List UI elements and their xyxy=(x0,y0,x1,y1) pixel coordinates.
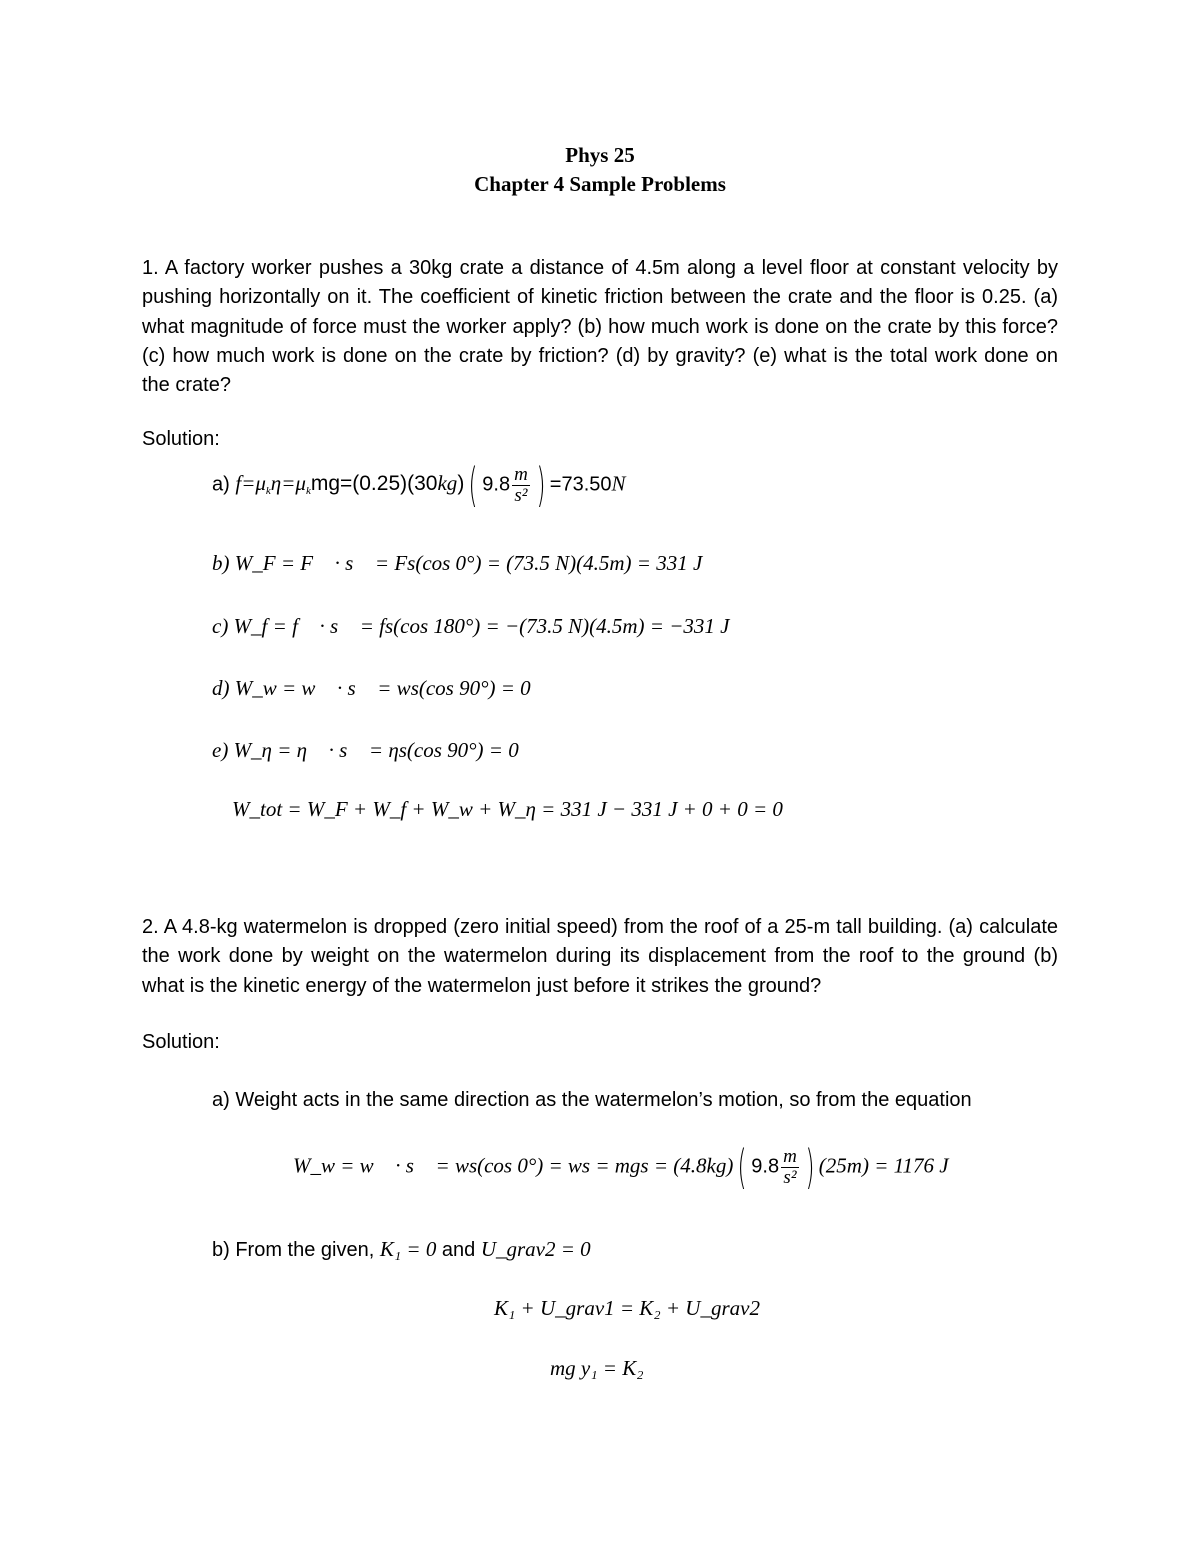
problem-1-solution-label: Solution: xyxy=(142,428,220,450)
equation-2b-result: mg y₁ = K₂ xyxy=(550,1356,644,1380)
problem-2-solution-label: Solution: xyxy=(142,1031,220,1053)
equation-1d: d) W_w = w⃗ · s⃗ = ws(cos 90°) = 0 xyxy=(212,676,531,700)
equation-2a: W_w = w⃗ · s⃗ = ws(cos 0°) = ws = mgs = (4.8kg)( 9.8 $\frac{m}{\text{s²}}$ ) (25m) = 1176 J xyxy=(293,1140,949,1194)
problem-1-text: 1. A factory worker pushes a 30kg crate a distance of 4.5m along a level floor at constant velocity by pushing horizontally on it. The coefficient of kinetic friction between the crate and the floor is 0.25. (a) what magnitude of force must the worker apply? (b) how much work is done on the crate by this force? (c) how much work is done on the crate by friction? (d) by gravity? (e) what is the total work done on the crate? xyxy=(142,257,1058,397)
equation-1-total: W_tot = W_F + W_f + W_w + W_η = 331 J − 331 J + 0 + 0 = 0 xyxy=(232,797,783,821)
problem-2a-text: a) Weight acts in the same direction as the watermelon’s motion, so from the equation xyxy=(212,1089,972,1111)
course-title: Phys 25 xyxy=(565,143,635,167)
chapter-title: Chapter 4 Sample Problems xyxy=(474,172,726,196)
equation-2b-energy: K₁ + U_grav1 = K₂ + U_grav2 xyxy=(494,1296,760,1320)
equation-1b: b) W_F = F⃗ · s⃗ = Fs(cos 0°) = (73.5 N)(4.5m) = 331 J xyxy=(212,551,703,575)
problem-2-text: 2. A 4.8-kg watermelon is dropped (zero initial speed) from the roof of a 25-m tall building. (a) calculate the work done by weight on the watermelon during its displacement from the roof to the ground (b) what is the kinetic energy of the watermelon just before it strikes the ground? xyxy=(142,916,1058,997)
equation-1a: a) $f=\mu_k\eta=\mu_kmg=(0.25)(30kg)$( 9.8 $\frac{m}{\text{s²}}$ ) =73.50N xyxy=(212,458,626,512)
equation-1e: e) W_η = η⃗ · s⃗ = ηs(cos 90°) = 0 xyxy=(212,738,519,762)
problem-2b-text: b) From the given, K₁ = 0 and U_grav2 = 0 xyxy=(212,1237,591,1261)
equation-1c: c) W_f = f⃗ · s⃗ = fs(cos 180°) = −(73.5 N)(4.5m) = −331 J xyxy=(212,614,730,638)
